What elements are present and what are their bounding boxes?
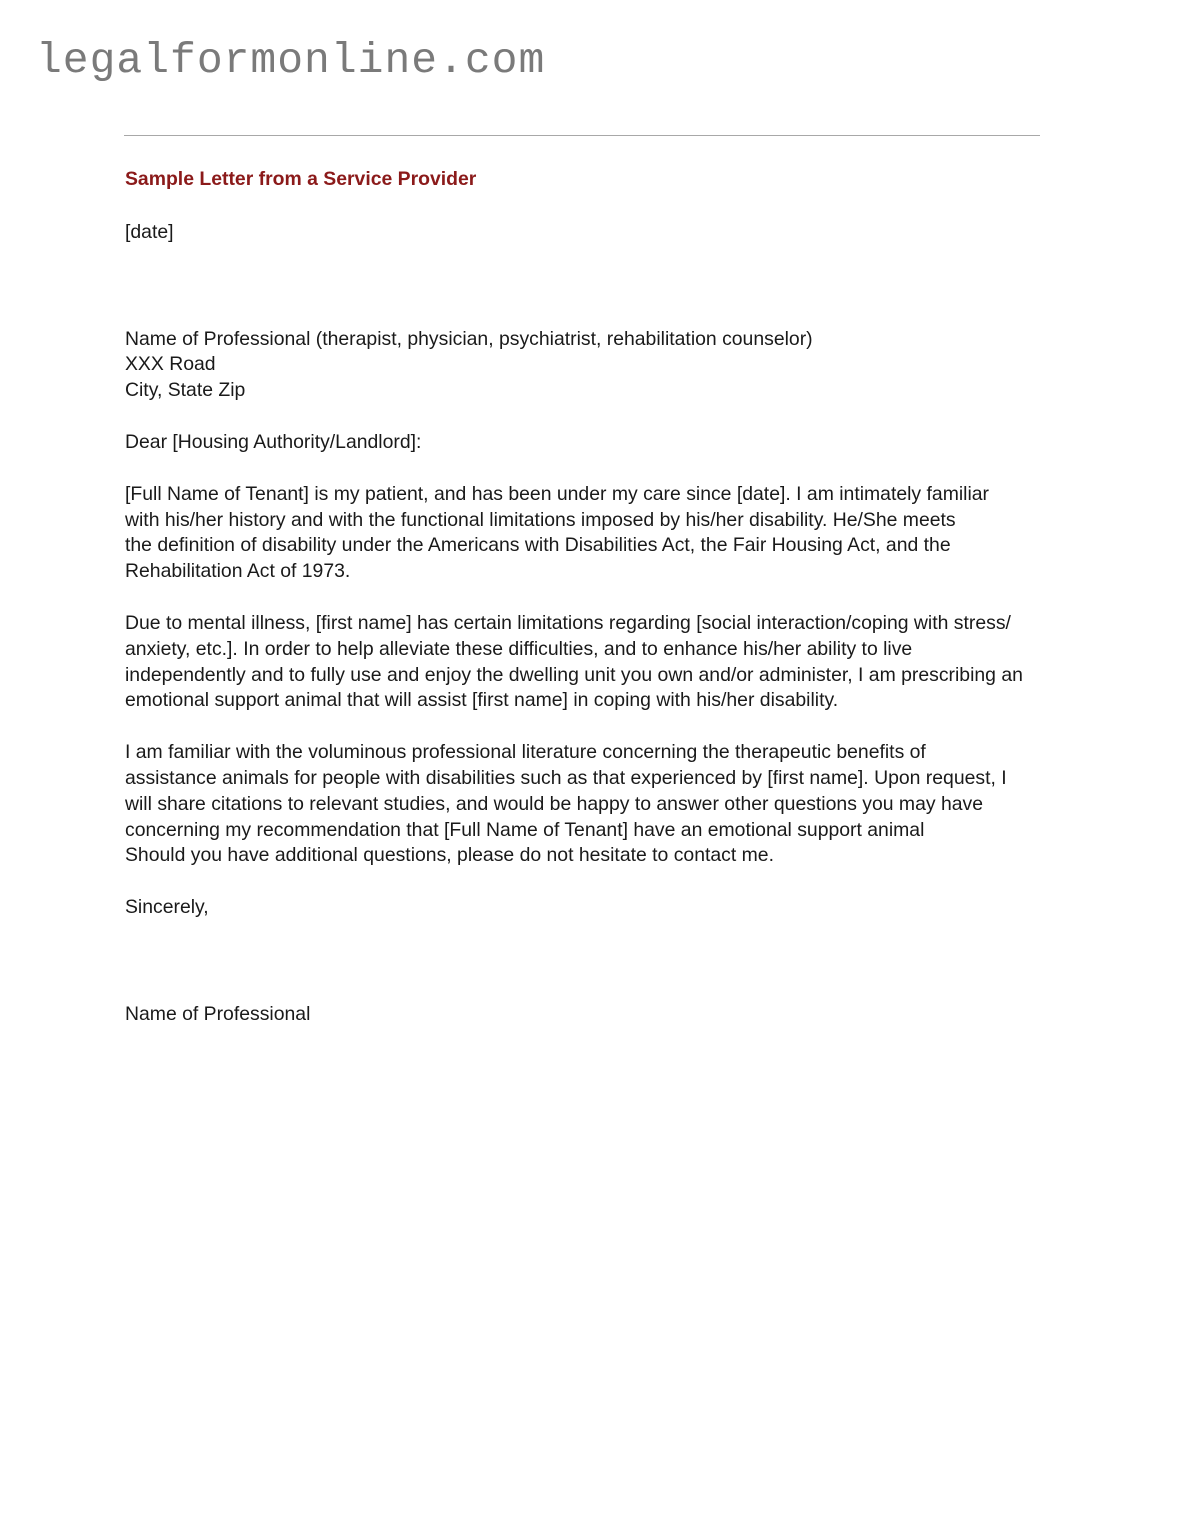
paragraph-line: Should you have additional questions, please do not hesitate to contact me. xyxy=(125,844,774,867)
paragraph-line: Due to mental illness, [first name] has certain limitations regarding [social interaction/coping with stress/ xyxy=(125,611,1011,634)
sender-address xyxy=(125,327,1055,404)
paragraph-line: anxiety, etc.]. In order to help alleviate these difficulties, and to enhance his/her ability to live xyxy=(125,637,913,660)
letter-date: [date] xyxy=(125,220,174,243)
signature-name: Name of Professional xyxy=(125,1002,311,1025)
paragraph-line: I am familiar with the voluminous professional literature concerning the therapeutic benefits of xyxy=(125,741,926,764)
paragraph-line: emotional support animal that will assist [first name] in coping with his/her disability. xyxy=(125,689,839,712)
address-line-name: Name of Professional (therapist, physician, psychiatrist, rehabilitation counselor) xyxy=(125,327,813,350)
paragraph-patient-status xyxy=(125,482,1055,585)
paragraph-line: will share citations to relevant studies, and would be happy to answer other questions you may have xyxy=(125,792,983,815)
site-watermark: legalformonline.com xyxy=(36,36,546,85)
paragraph-prescription xyxy=(125,611,1055,714)
paragraph-literature xyxy=(125,740,1055,869)
salutation: Dear [Housing Authority/Landlord]: xyxy=(125,430,422,453)
paragraph-line: Rehabilitation Act of 1973. xyxy=(125,560,351,583)
header-divider xyxy=(124,135,1040,136)
address-line-city: City, State Zip xyxy=(125,379,246,402)
paragraph-line: concerning my recommendation that [Full Name of Tenant] have an emotional support animal xyxy=(125,818,925,841)
paragraph-line: with his/her history and with the functional limitations imposed by his/her disability. He/She meets xyxy=(125,508,956,531)
paragraph-line: independently and to fully use and enjoy the dwelling unit you own and/or administer, I am prescribing an xyxy=(125,663,1023,686)
closing: Sincerely, xyxy=(125,896,209,919)
address-line-street: XXX Road xyxy=(125,353,216,376)
letter-body xyxy=(125,167,1055,1028)
paragraph-line: [Full Name of Tenant] is my patient, and has been under my care since [date]. I am intimately familiar xyxy=(125,482,990,505)
paragraph-line: assistance animals for people with disabilities such as that experienced by [first name]. Upon request, I xyxy=(125,766,1007,789)
letter-title: Sample Letter from a Service Provider xyxy=(125,168,477,190)
paragraph-line: the definition of disability under the Americans with Disabilities Act, the Fair Housing Act, and the xyxy=(125,534,951,557)
